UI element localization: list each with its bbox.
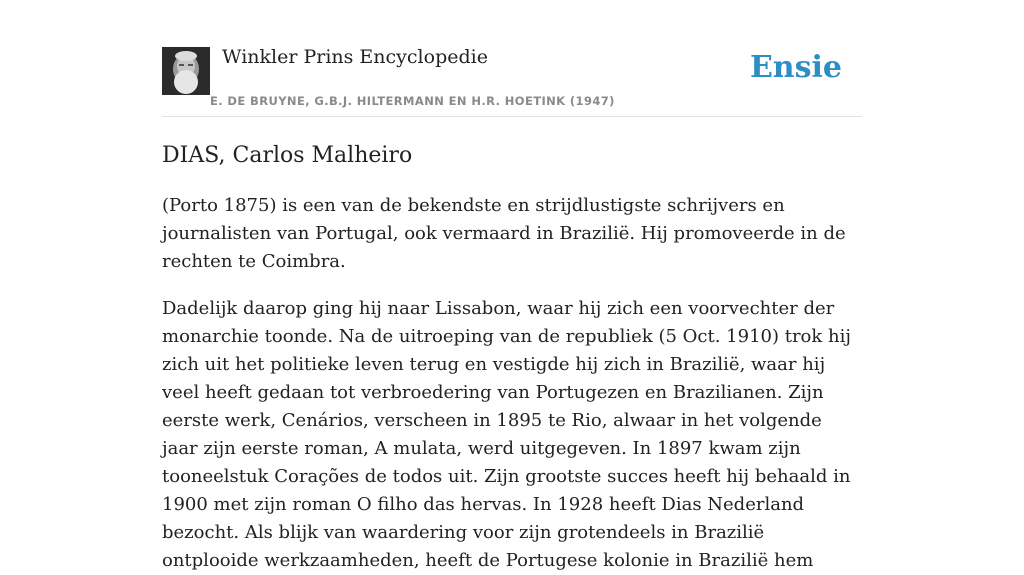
brand-logo-link[interactable]: Ensie (749, 50, 842, 85)
header (162, 0, 862, 117)
article-title: DIAS, Carlos Malheiro (162, 143, 413, 168)
content-column (162, 0, 862, 575)
author-portrait-icon (162, 47, 210, 95)
author-avatar[interactable] (162, 47, 210, 95)
authors-line: E. DE BRUYNE, G.B.J. HILTERMANN EN H.R. HOETINK (1947) (210, 94, 615, 108)
site-title: Winkler Prins Encyclopedie (222, 46, 488, 68)
article-paragraph-1: (Porto 1875) is een van de bekendste en strijdlustigste schrijvers en journalisten van Portugal, ook vermaard in Brazilië. Hij promoveerde in de rechten te Coimbra. (162, 195, 846, 272)
article-paragraph-2: Dadelijk daarop ging hij naar Lissabon, waar hij zich een voorvechter der monarchie toonde. Na de uitroeping van de republiek (5 Oct. 1910) trok hij zich uit het politieke leven terug en vestigde hij zich in Brazilië, waar hij veel heeft gedaan tot verbroedering van Portugezen en Brazilianen. Zijn eerste werk, Cenários, verscheen in 1895 te Rio, alwaar in het volgende jaar zijn eerste roman, A mulata, werd uitgegeven. In 1897 kwam zijn tooneelstuk Corações de todos uit. Zijn grootste succes heeft hij behaald in 1900 met zijn roman O filho das hervas. In 1928 heeft Dias Nederland bezocht. Als blijk van waardering voor zijn grotendeels in Brazilië ontplooide werkzaamheden, heeft de Portugese kolonie in Brazilië hem (162, 298, 851, 571)
